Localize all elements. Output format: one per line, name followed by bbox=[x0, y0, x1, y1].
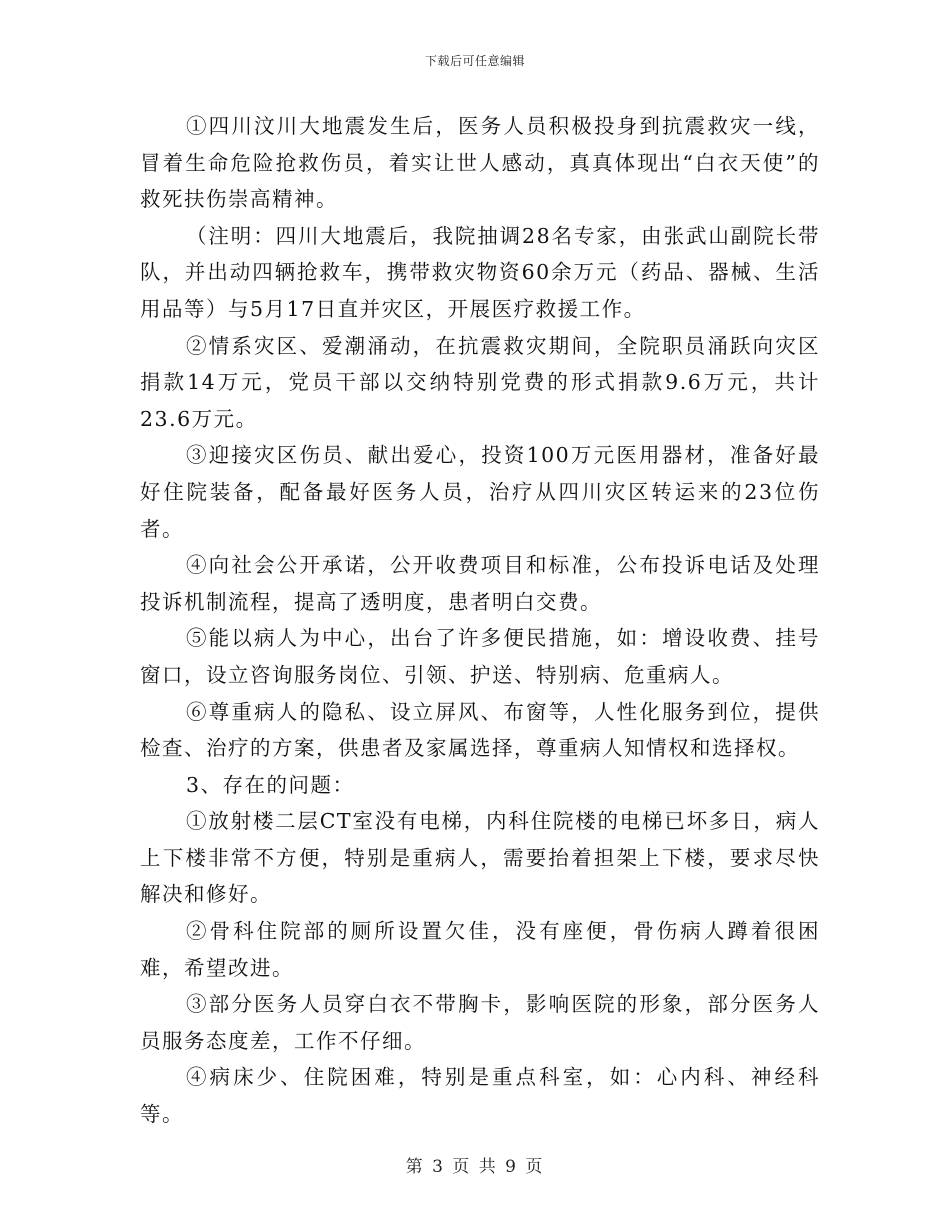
paragraph-toilet-issue: ②骨科住院部的厕所设置欠佳，没有座便，骨伤病人蹲着很困难，希望改进。 bbox=[140, 919, 820, 980]
paragraph-staff-badge-issue: ③部分医务人员穿白衣不带胸卡，影响医院的形象，部分医务人员服务态度差，工作不仔细。 bbox=[140, 992, 820, 1053]
document-body bbox=[140, 108, 820, 1133]
paragraph-privacy: ⑥尊重病人的隐私、设立屏风、布窗等，人性化服务到位，提供检查、治疗的方案，供患者及家属选择，尊重病人知情权和选择权。 bbox=[140, 699, 820, 761]
paragraph-elevator-issue: ①放射楼二层CT室没有电梯，内科住院楼的电梯已坏多日，病人上下楼非常不方便，特别是重病人，需要抬着担架上下楼，要求尽快解决和修好。 bbox=[140, 809, 820, 907]
page-number-footer: 第 3 页 共 9 页 bbox=[405, 1157, 545, 1177]
paragraph-bed-shortage: ④病床少、住院困难，特别是重点科室，如：心内科、神经科等。 bbox=[140, 1065, 820, 1127]
paragraph-donations: ②情系灾区、爱潮涌动，在抗震救灾期间，全院职员涌跃向灾区捐款14万元，党员干部以交纳特别党费的形式捐款9.6万元，共计23.6万元。 bbox=[140, 333, 820, 431]
paragraph-public-commitment: ④向社会公开承诺，公开收费项目和标准，公布投诉电话及处理投诉机制流程，提高了透明度，患者明白交费。 bbox=[140, 553, 820, 614]
paragraph-earthquake-rescue: ①四川汶川大地震发生后，医务人员积极投身到抗震救灾一线，冒着生命危险抢救伤员，着实让世人感动，真真体现出“白衣天使”的救死扶伤崇高精神。 bbox=[140, 114, 820, 212]
paragraph-note-expert-team: （注明：四川大地震后，我院抽调28名专家，由张武山副院长带队，并出动四辆抢救车，携带救灾物资60余万元（药品、器械、生活用品等）与5月17日直并灾区，开展医疗救援工作。 bbox=[140, 223, 820, 321]
section-heading-problems: 3、存在的问题： bbox=[186, 772, 355, 797]
paragraph-receiving-wounded: ③迎接灾区伤员、献出爱心，投资100万元医用器材，准备好最好住院装备，配备最好医务人员，治疗从四川灾区转运来的23位伤者。 bbox=[140, 443, 820, 541]
paragraph-patient-centered: ⑤能以病人为中心，出台了许多便民措施，如：增设收费、挂号窗口，设立咨询服务岗位、引领、护送、特别病、危重病人。 bbox=[140, 626, 820, 687]
page-header: 下载后可任意编辑 bbox=[424, 54, 525, 68]
